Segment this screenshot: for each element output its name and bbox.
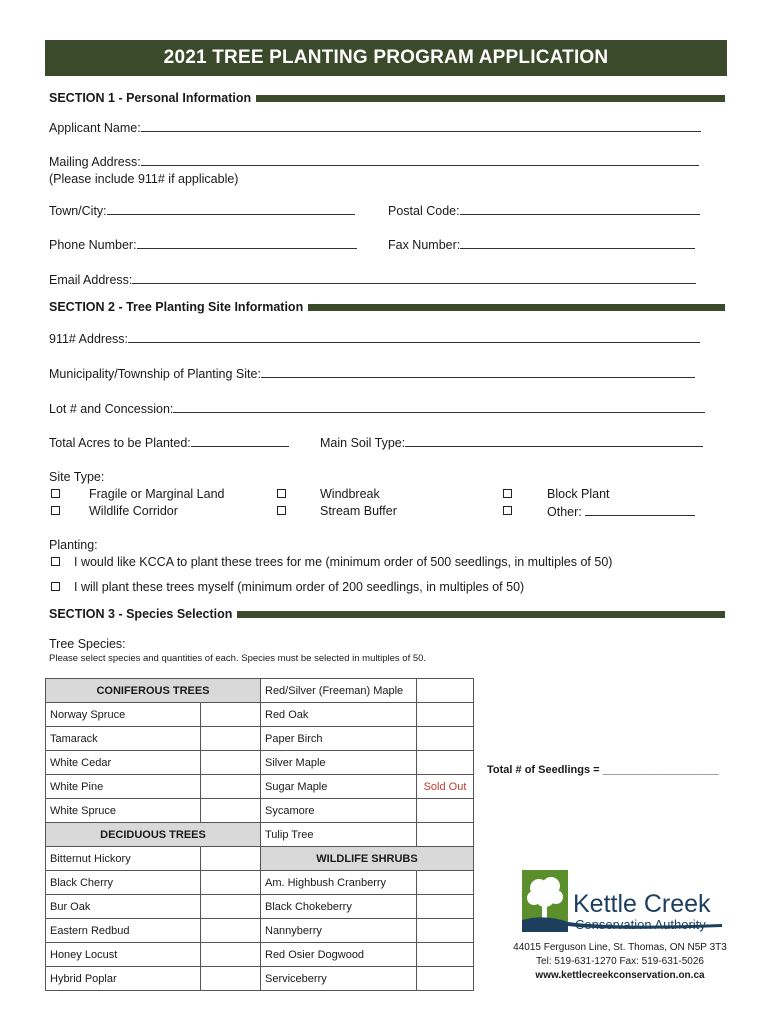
site-type-other: Other: [547,505,582,519]
section-2-label: SECTION 2 - Tree Planting Site Information [49,300,304,314]
species-name: Black Cherry [46,871,201,895]
sold-out-badge: Sold Out [417,775,474,799]
fax-field[interactable] [460,237,695,249]
coniferous-header: CONIFEROUS TREES [46,679,261,703]
municipality-row [49,366,695,381]
total-acres-field[interactable] [191,435,289,447]
checkbox-block-plant[interactable] [503,489,512,498]
site-type-stream-buffer: Stream Buffer [320,504,397,518]
mailing-address-note: (Please include 911# if applicable) [49,172,239,186]
soil-type-label: Main Soil Type: [320,436,406,450]
wildlife-header: WILDLIFE SHRUBS [261,847,474,871]
quantity-cell[interactable] [201,799,261,823]
quantity-cell[interactable] [417,967,474,991]
site-type-windbreak: Windbreak [320,487,380,501]
table-row [46,775,474,799]
section-rule [237,611,725,618]
postal-code-label: Postal Code: [388,204,460,218]
quantity-cell[interactable] [417,799,474,823]
species-name: Red Oak [261,703,417,727]
address-911-field[interactable] [128,331,700,343]
species-name: Red Osier Dogwood [261,943,417,967]
species-name: Norway Spruce [46,703,201,727]
table-row [46,919,474,943]
phone-field[interactable] [137,237,357,249]
species-name: Paper Birch [261,727,417,751]
org-website[interactable]: www.kettlecreekconservation.on.ca [535,970,705,981]
species-name: Tulip Tree [261,823,417,847]
table-row [46,871,474,895]
quantity-cell[interactable] [417,679,474,703]
mailing-address-row [49,154,699,169]
phone-label: Phone Number: [49,238,137,252]
lot-label: Lot # and Concession: [49,402,174,416]
species-name: Serviceberry [261,967,417,991]
org-name-line2: Conservation Authority [575,917,706,932]
quantity-cell[interactable] [201,703,261,727]
town-city-label: Town/City: [49,204,107,218]
species-name: Am. Highbush Cranberry [261,871,417,895]
municipality-label: Municipality/Township of Planting Site: [49,367,261,381]
checkbox-other[interactable] [503,506,512,515]
section-1-header [49,89,725,107]
fax-row [388,237,695,252]
species-name: Tamarack [46,727,201,751]
applicant-name-field[interactable] [141,120,701,132]
table-row [46,847,474,871]
table-row [46,943,474,967]
postal-code-row [388,203,700,218]
planting-option-kcca: I would like KCCA to plant these trees for me (minimum order of 500 seedlings, in multiples of 50) [74,555,613,569]
table-row [46,751,474,775]
site-type-other-row [547,504,695,519]
species-name: Sycamore [261,799,417,823]
section-3-label: SECTION 3 - Species Selection [49,607,233,621]
species-name: White Spruce [46,799,201,823]
species-table [45,678,474,991]
table-row [46,895,474,919]
section-2-header [49,298,725,316]
applicant-name-label: Applicant Name: [49,121,141,135]
table-row [46,823,474,847]
species-name: Honey Locust [46,943,201,967]
species-name: Black Chokeberry [261,895,417,919]
form-title: 2021 TREE PLANTING PROGRAM APPLICATION [45,40,727,76]
quantity-cell[interactable] [201,895,261,919]
table-row [46,799,474,823]
planting-option-self: I will plant these trees myself (minimum order of 200 seedlings, in multiples of 50) [74,580,525,594]
checkbox-kcca-plant[interactable] [51,557,60,566]
fax-label: Fax Number: [388,238,461,252]
quantity-cell[interactable] [201,967,261,991]
quantity-cell[interactable] [201,775,261,799]
species-name: Hybrid Poplar [46,967,201,991]
quantity-cell[interactable] [417,919,474,943]
species-name: Bur Oak [46,895,201,919]
mailing-address-field[interactable] [141,154,699,166]
soil-type-field[interactable] [405,435,703,447]
quantity-cell[interactable] [417,751,474,775]
email-row [49,272,696,287]
checkbox-stream-buffer[interactable] [277,506,286,515]
address-911-row [49,331,700,346]
site-type-label: Site Type: [49,470,105,484]
quantity-cell[interactable] [201,751,261,775]
checkbox-windbreak[interactable] [277,489,286,498]
quantity-cell[interactable] [417,727,474,751]
species-name: White Cedar [46,751,201,775]
checkbox-fragile-land[interactable] [51,489,60,498]
org-phone-fax: Tel: 519-631-1270 Fax: 519-631-5026 [536,956,704,967]
species-instruction: Please select species and quantities of each. Species must be selected in multiples of 50. [49,653,427,664]
quantity-cell[interactable] [201,727,261,751]
email-label: Email Address: [49,273,133,287]
checkbox-self-plant[interactable] [51,582,60,591]
lot-row [49,401,705,416]
total-acres-label: Total Acres to be Planted: [49,436,191,450]
table-row [46,703,474,727]
town-city-row [49,203,355,218]
table-row [46,727,474,751]
quantity-cell[interactable] [417,943,474,967]
quantity-cell[interactable] [417,703,474,727]
tree-species-label: Tree Species: [49,637,126,651]
site-type-block-plant: Block Plant [547,487,610,501]
planting-label: Planting: [49,538,98,552]
site-type-fragile-land: Fragile or Marginal Land [89,487,225,501]
quantity-cell[interactable] [417,823,474,847]
total-seedlings: Total # of Seedlings = ___________________ [487,764,719,776]
section-3-header [49,605,725,623]
checkbox-wildlife-corridor[interactable] [51,506,60,515]
municipality-field[interactable] [261,366,695,378]
quantity-cell[interactable] [417,895,474,919]
table-row [46,967,474,991]
species-name: Red/Silver (Freeman) Maple [261,679,417,703]
deciduous-header: DECIDUOUS TREES [46,823,261,847]
quantity-cell[interactable] [417,871,474,895]
section-rule [256,95,725,102]
org-address: 44015 Ferguson Line, St. Thomas, ON N5P 3T3 [513,942,727,953]
lot-field[interactable] [173,401,705,413]
soil-type-row [320,435,703,450]
mailing-address-label: Mailing Address: [49,155,141,169]
section-rule [308,304,725,311]
postal-code-field[interactable] [460,203,700,215]
total-acres-row [49,435,289,450]
site-type-wildlife-corridor: Wildlife Corridor [89,504,178,518]
species-name: Sugar Maple [261,775,417,799]
quantity-cell[interactable] [201,919,261,943]
quantity-cell[interactable] [201,943,261,967]
email-field[interactable] [132,272,696,284]
site-type-other-field[interactable] [585,504,695,516]
species-name: Silver Maple [261,751,417,775]
section-1-label: SECTION 1 - Personal Information [49,91,252,105]
species-name: Bitternut Hickory [46,847,201,871]
quantity-cell[interactable] [201,871,261,895]
phone-row [49,237,357,252]
address-911-label: 911# Address: [49,332,128,346]
town-city-field[interactable] [107,203,355,215]
species-name: Nannyberry [261,919,417,943]
species-name: Eastern Redbud [46,919,201,943]
quantity-cell[interactable] [201,847,261,871]
applicant-name-row [49,120,701,135]
table-row [46,679,474,703]
org-name-line1: Kettle Creek [573,890,711,918]
species-name: White Pine [46,775,201,799]
